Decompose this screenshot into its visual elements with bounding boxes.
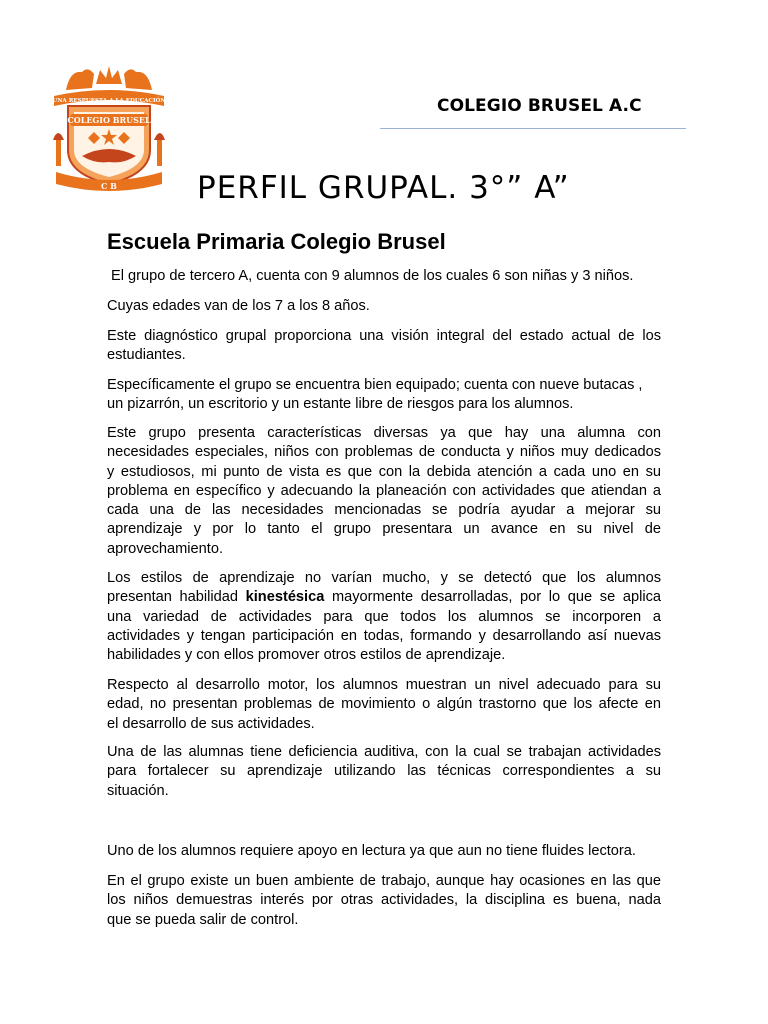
paragraph-reading-support: Uno de los alumnos requiere apoyo en lectura ya que aun no tiene fluides lectora. <box>107 843 636 859</box>
crest-icon <box>48 62 170 194</box>
text-line: habilidades y con ellos promover otros estilos de aprendizaje. <box>107 647 506 664</box>
text-line: Los estilos de aprendizaje no varían mucho, y se detectó que los alumnos <box>107 570 661 586</box>
text-line: En el grupo existe un buen ambiente de trabajo, aunque hay ocasiones en las que <box>107 873 661 889</box>
paragraph-group-size: El grupo de tercero A, cuenta con 9 alumnos de los cuales 6 son niñas y 3 niños. <box>111 268 634 284</box>
text-line: aprendizaje y por lo tanto el grupo presentara un avance en su nivel de <box>107 521 661 538</box>
text-line: Específicamente el grupo se encuentra bien equipado; cuenta con nueve butacas , <box>107 377 643 393</box>
text-line: cada una de las necesidades mencionadas se podría ayudar a mejorar su <box>107 502 661 519</box>
text-line: y estudiosos, mi punto de vista es que con la debida atención a cada uno en su <box>107 463 661 480</box>
paragraph-hearing <box>107 743 661 801</box>
text-line: Este diagnóstico grupal proporciona una visión integral del estado actual de los <box>107 328 661 344</box>
text-line: los niños demuestras interés por otras actividades, la disciplina es buena, nada <box>107 892 661 909</box>
paragraph-equipment <box>107 376 661 415</box>
text-run: presentan habilidad <box>107 589 246 606</box>
text-line: el desarrollo de sus actividades. <box>107 715 315 732</box>
paragraph-motor-development <box>107 676 661 734</box>
crest-initials: C B <box>101 181 117 191</box>
text-line: aprovechamiento. <box>107 540 224 557</box>
school-crest-logo <box>48 62 170 194</box>
text-line: necesidades especiales, niños con problemas de conducta y niños muy dedicados <box>107 444 661 461</box>
page-title: PERFIL GRUPAL. 3°” A” <box>197 170 570 206</box>
bold-term: kinestésica <box>245 589 325 606</box>
paragraph-characteristics <box>107 424 661 559</box>
text-line: actividades y tengan participación en todas, formando y desarrollando así nuevas <box>107 627 661 644</box>
school-name: COLEGIO BRUSEL A.C <box>437 96 642 116</box>
text-run: mayormente desarrolladas, por lo que se aplica <box>324 589 661 606</box>
text-line: para fortalecer su aprendizaje utilizando las técnicas correspondientes a su <box>107 763 661 780</box>
text-line <box>107 588 661 607</box>
paragraph-diagnosis <box>107 327 661 366</box>
text-line: problema en específico y adecuando la planeación con actividades que atiendan a <box>107 482 661 499</box>
text-line: Respecto al desarrollo motor, los alumnos muestran un nivel adecuado para su <box>107 677 661 693</box>
header-divider <box>380 128 686 129</box>
text-line: estudiantes. <box>107 347 186 364</box>
text-line: edad, no presentan problemas de movimiento o algún trastorno que los afecte en <box>107 696 661 713</box>
text-line: una variedad de actividades para que todos los alumnos se incorporen a <box>107 608 661 625</box>
paragraph-ages: Cuyas edades van de los 7 a los 8 años. <box>107 298 370 314</box>
page-subtitle: Escuela Primaria Colegio Brusel <box>107 229 446 254</box>
crest-name: COLEGIO BRUSEL <box>67 115 151 125</box>
text-line: Este grupo presenta características diversas ya que hay una alumna con <box>107 425 661 441</box>
text-line: Una de las alumnas tiene deficiencia auditiva, con la cual se trabajan actividades <box>107 744 661 760</box>
paragraph-work-environment <box>107 872 661 930</box>
paragraph-learning-styles <box>107 569 661 665</box>
text-line: que se pueda salir de control. <box>107 911 299 928</box>
text-line: un pizarrón, un escritorio y un estante libre de riesgos para los alumnos. <box>107 396 574 413</box>
text-line: situación. <box>107 782 169 799</box>
crest-motto: “UNA RESPUESTA A LA EDUCACIÓN” <box>49 98 169 104</box>
